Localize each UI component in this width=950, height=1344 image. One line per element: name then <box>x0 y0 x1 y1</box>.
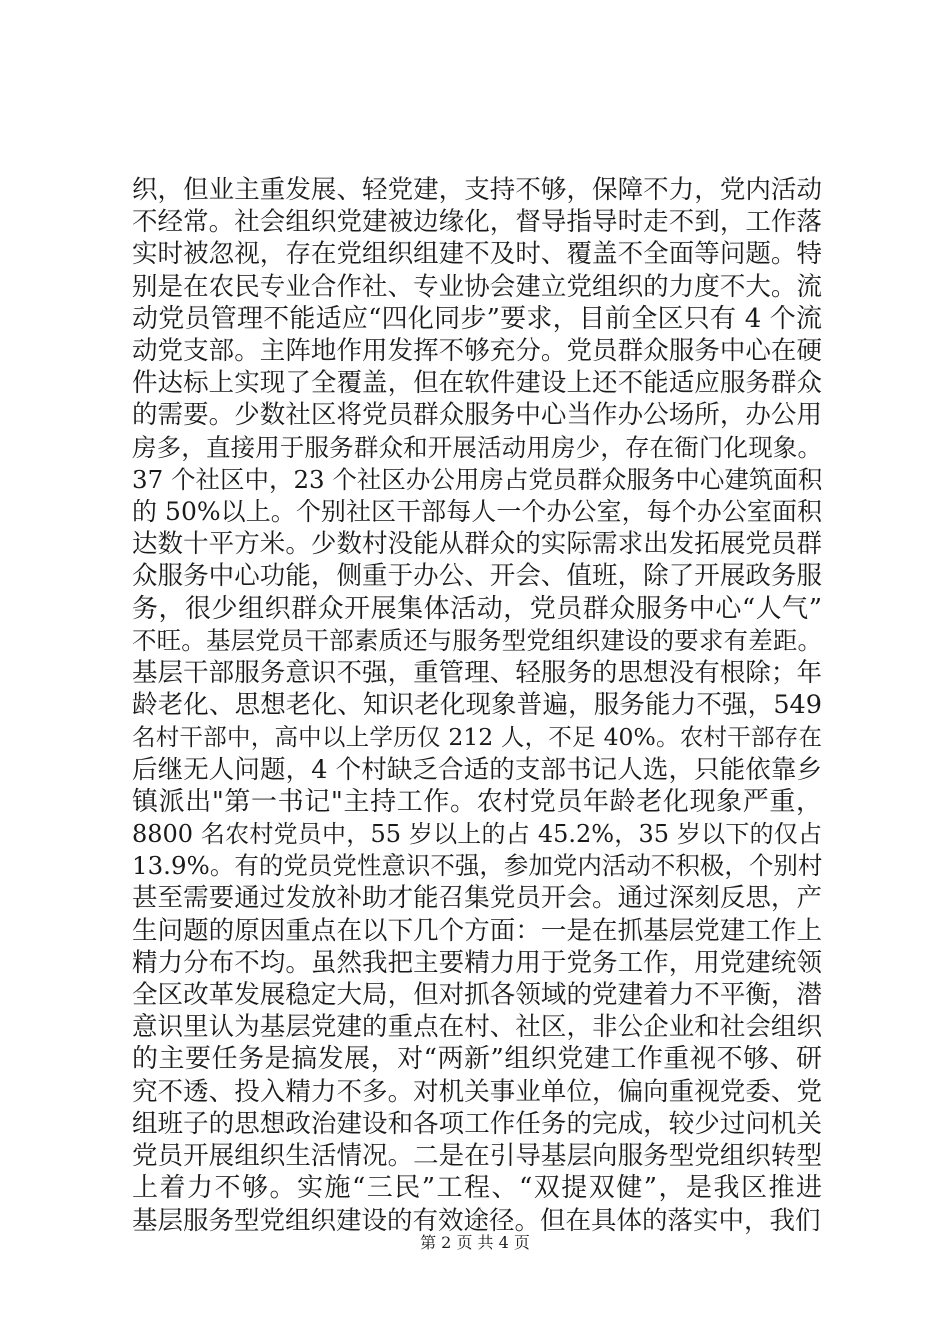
text-line: 基层干部服务意识不强，重管理、轻服务的思想没有根除；年 <box>132 658 822 689</box>
text-line: 全区改革发展稳定大局，但对抓各领域的党建着力不平衡，潜 <box>132 980 822 1011</box>
text-line: 镇派出"第一书记"主持工作。农村党员年龄老化现象严重， <box>132 786 822 817</box>
page-footer: 第 2 页 共 4 页 <box>420 1233 530 1252</box>
text-line: 上着力不够。实施“三民”工程、“双提双健”，是我区推进 <box>132 1173 822 1204</box>
text-line: 不经常。社会组织党建被边缘化，督导指导时走不到，工作落 <box>132 207 822 238</box>
text-line: 13.9%。有的党员党性意识不强，参加党内活动不积极，个别村 <box>132 851 823 881</box>
text-line: 别是在农民专业合作社、专业协会建立党组织的力度不大。流 <box>132 271 822 302</box>
text-line: 精力分布不均。虽然我把主要精力用于党务工作，用党建统领 <box>132 947 822 978</box>
text-line: 动党支部。主阵地作用发挥不够充分。党员群众服务中心在硬 <box>132 336 822 367</box>
text-line: 37 个社区中，23 个社区办公用房占党员群众服务中心建筑面积 <box>132 464 823 494</box>
body-text <box>132 174 822 1237</box>
text-line: 的主要任务是搞发展，对“两新”组织党建工作重视不够、研 <box>132 1044 822 1075</box>
text-line: 件达标上实现了全覆盖，但在软件建设上还不能适应服务群众 <box>132 368 822 399</box>
text-line: 房多，直接用于服务群众和开展活动用房少，存在衙门化现象。 <box>132 432 822 462</box>
text-line: 的 50%以上。个别社区干部每人一个办公室，每个办公室面积 <box>132 497 822 527</box>
text-line: 的需要。少数社区将党员群众服务中心当作办公场所，办公用 <box>132 400 822 431</box>
text-line: 达数十平方米。少数村没能从群众的实际需求出发拓展党员群 <box>132 529 822 560</box>
text-line: 实时被忽视，存在党组织组建不及时、覆盖不全面等问题。特 <box>132 239 822 270</box>
text-line: 众服务中心功能，侧重于办公、开会、值班，除了开展政务服 <box>132 561 822 592</box>
text-line: 务，很少组织群众开展集体活动，党员群众服务中心“人气” <box>132 593 822 624</box>
text-line: 党员开展组织生活情况。二是在引导基层向服务型党组织转型 <box>132 1141 822 1172</box>
text-line: 动党员管理不能适应“四化同步”要求，目前全区只有 4 个流 <box>132 303 822 334</box>
text-line: 组班子的思想政治建设和各项工作任务的完成，较少过问机关 <box>132 1108 822 1139</box>
text-line: 8800 名农村党员中，55 岁以上的占 45.2%，35 岁以下的仅占 <box>132 820 822 849</box>
text-line: 织，但业主重发展、轻党建，支持不够，保障不力，党内活动 <box>132 175 822 205</box>
text-line: 基层服务型党组织建设的有效途径。但在具体的落实中，我们 <box>132 1205 821 1236</box>
text-line: 名村干部中，高中以上学历仅 212 人，不足 40%。农村干部存在 <box>132 723 822 752</box>
text-line: 龄老化、思想老化、知识老化现象普遍，服务能力不强，549 <box>132 690 822 721</box>
text-line: 生问题的原因重点在以下几个方面：一是在抓基层党建工作上 <box>132 915 822 946</box>
text-line: 究不透、投入精力不多。对机关事业单位，偏向重视党委、党 <box>132 1076 822 1107</box>
text-line: 甚至需要通过发放补助才能召集党员开会。通过深刻反思，产 <box>132 883 822 914</box>
text-line: 后继无人问题，4 个村缺乏合适的支部书记人选，只能依靠乡 <box>132 754 822 785</box>
text-line: 不旺。基层党员干部素质还与服务型党组织建设的要求有差距。 <box>132 625 822 655</box>
text-line: 意识里认为基层党建的重点在村、社区，非公企业和社会组织 <box>132 1012 822 1043</box>
